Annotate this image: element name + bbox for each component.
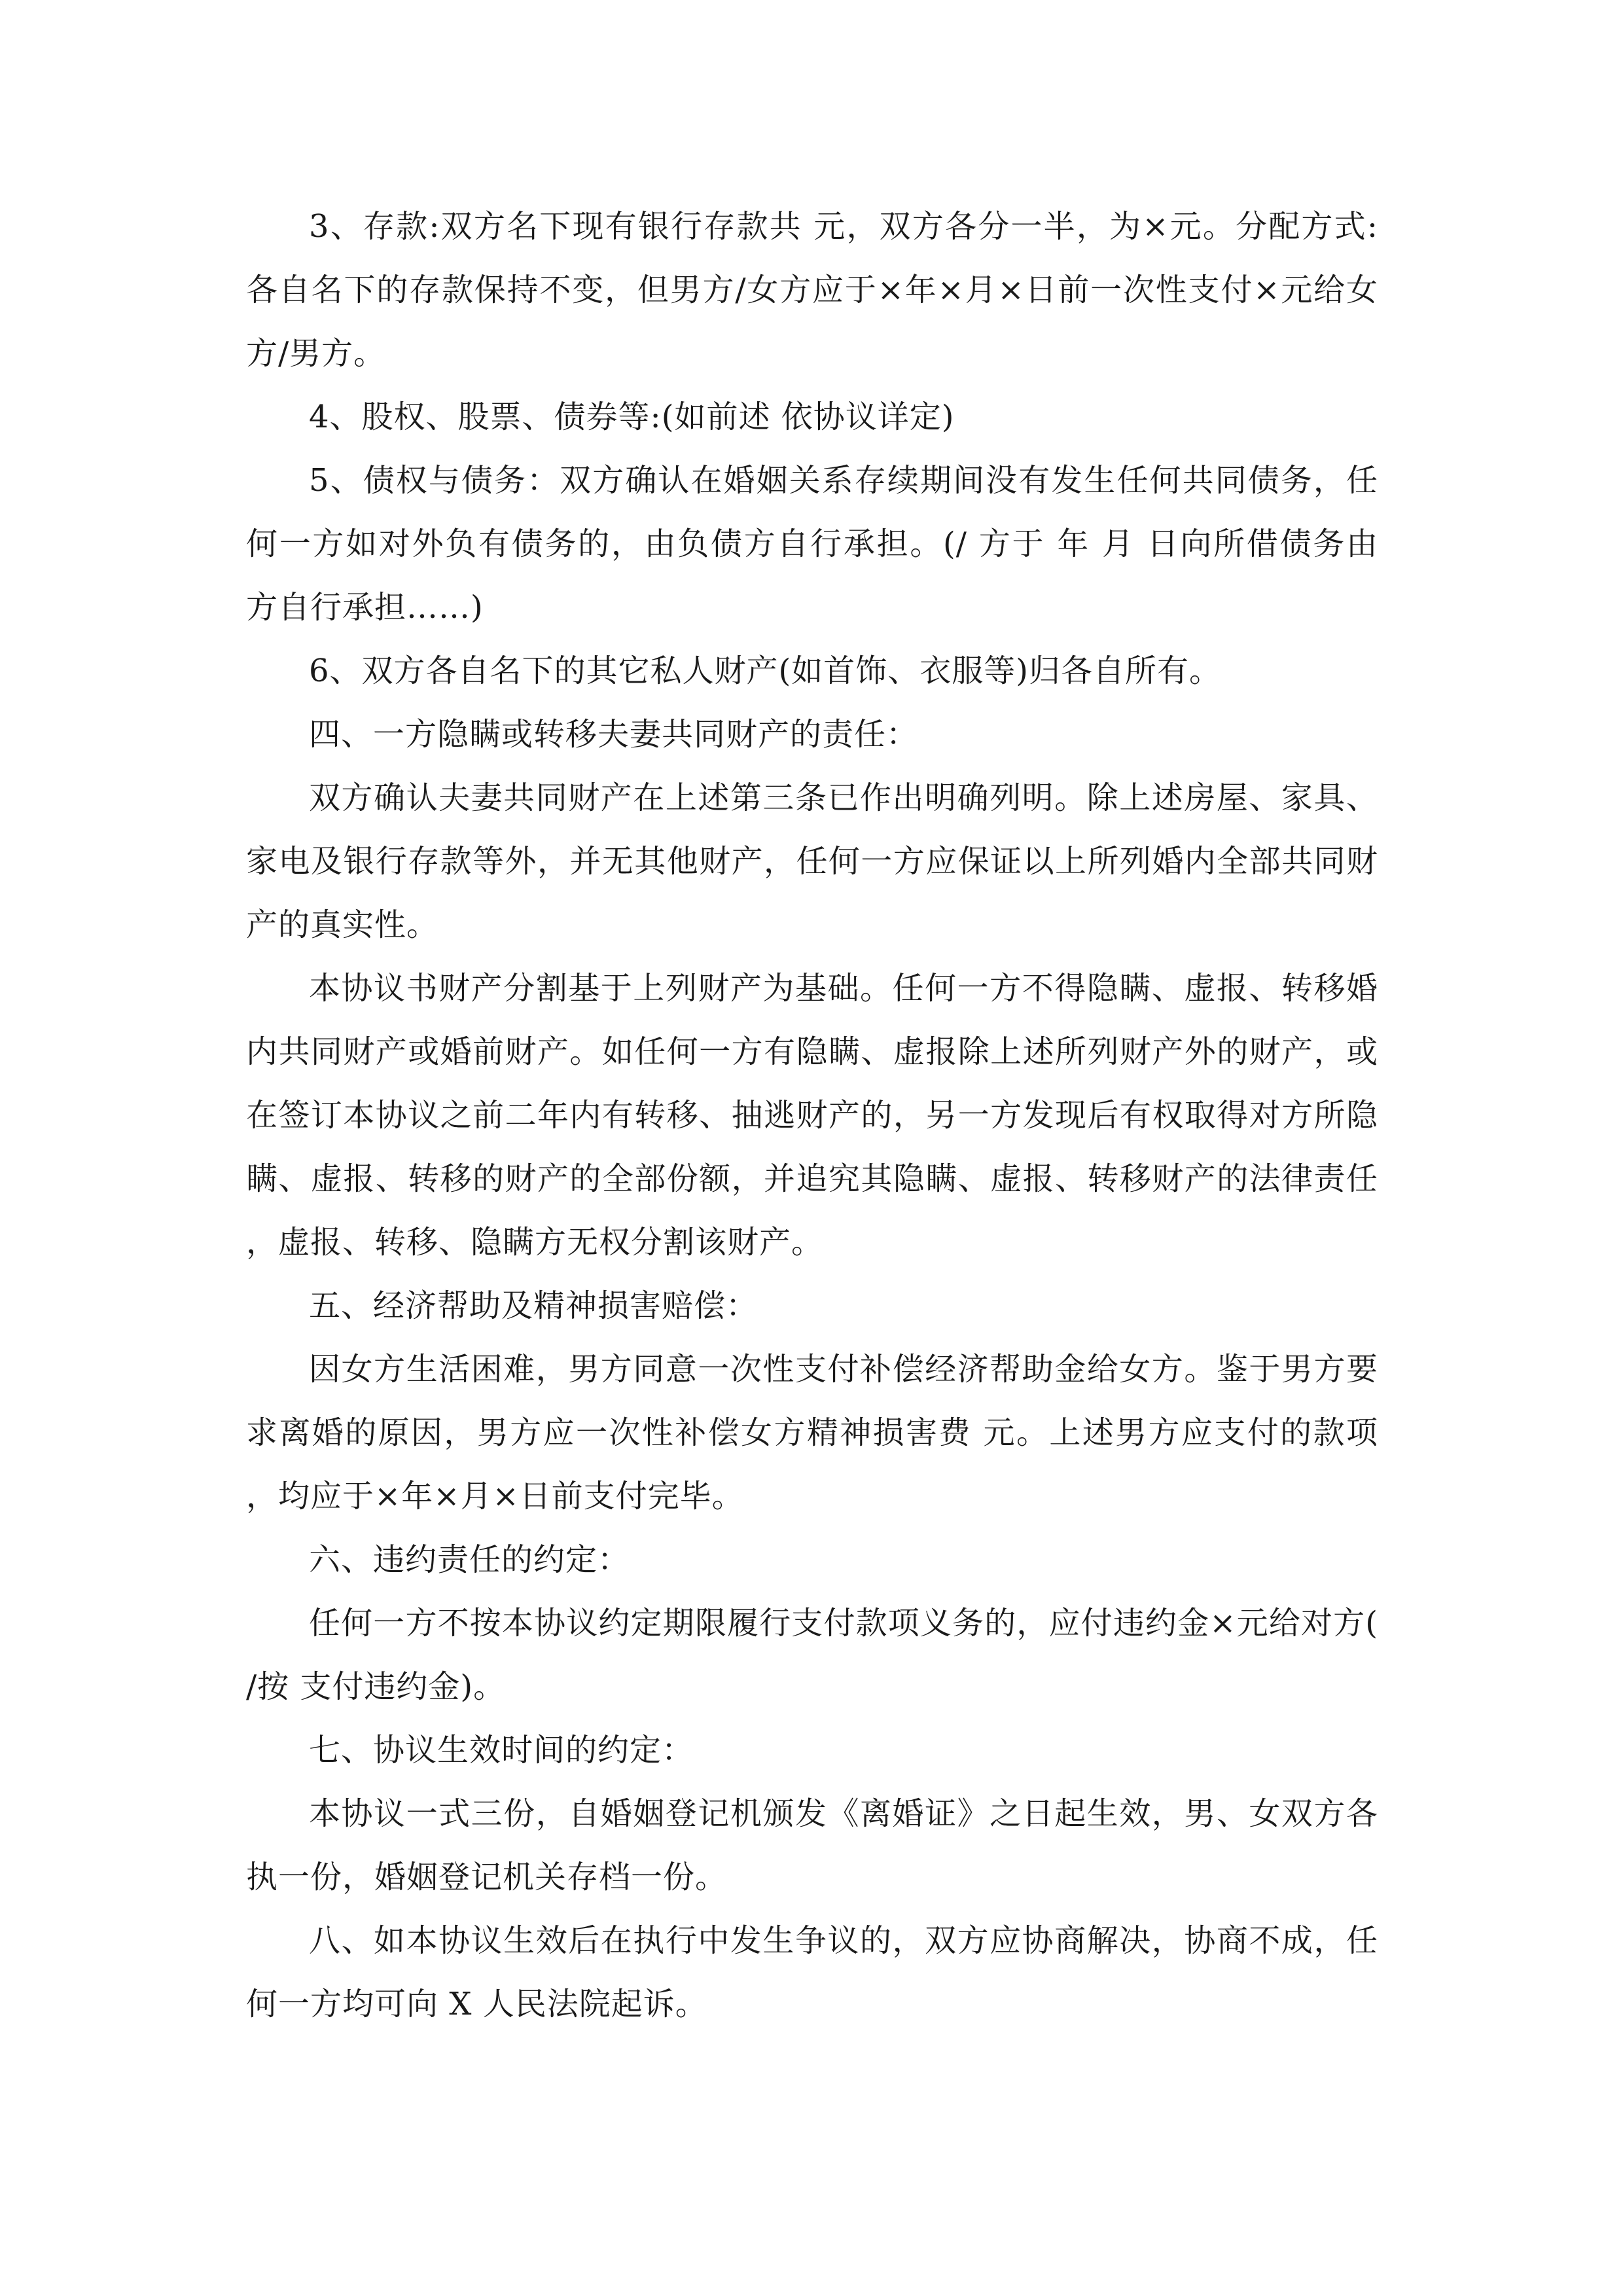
paragraph-dispute-resolution: 八、如本协议生效后在执行中发生争议的，双方应协商解决，协商不成，任何一方均可向 X 人民法院起诉。 <box>246 1922 1378 2022</box>
heading-section-four: 四、一方隐瞒或转移夫妻共同财产的责任： <box>309 716 919 753</box>
heading-section-seven: 七、协议生效时间的约定： <box>309 1732 694 1768</box>
heading-section-five: 五、经济帮助及精神损害赔偿： <box>309 1287 758 1324</box>
paragraph-debts: 5、债权与债务：双方确认在婚姻关系存续期间没有发生任何共同债务，任何一方如对外负有债务的，由负债方自行承担。(/ 方于 年 月 日向所借债务由 方自行承担……) <box>246 462 1378 626</box>
heading-section-six: 六、违约责任的约定： <box>309 1541 630 1578</box>
paragraph-breach-liability: 任何一方不按本协议约定期限履行支付款项义务的，应付违约金×元给对方(/按 支付违约金)。 <box>246 1605 1378 1705</box>
paragraph-concealment-liability: 本协议书财产分割基于上列财产为基础。任何一方不得隐瞒、虚报、转移婚内共同财产或婚前财产。如任何一方有隐瞒、虚报除上述所列财产外的财产，或在签订本协议之前二年内有转移、抽逃财产的，另一方发现后有权取得对方所隐瞒、虚报、转移的财产的全部份额，并追究其隐瞒、虚报、转移财产的法律责任，虚报、转移、隐瞒方无权分割该财产。 <box>246 970 1378 1261</box>
paragraph-deposits: 3、存款:双方名下现有银行存款共 元，双方各分一半，为×元。分配方式:各自名下的存款保持不变，但男方/女方应于×年×月×日前一次性支付×元给女方/男方。 <box>246 208 1378 372</box>
paragraph-economic-assistance: 因女方生活困难，男方同意一次性支付补偿经济帮助金给女方。鉴于男方要求离婚的原因，男方应一次性补偿女方精神损害费 元。上述男方应支付的款项，均应于×年×月×日前支付完毕。 <box>246 1351 1378 1515</box>
paragraph-effective-time: 本协议一式三份，自婚姻登记机颁发《离婚证》之日起生效，男、女双方各执一份，婚姻登记机关存档一份。 <box>246 1795 1378 1895</box>
paragraph-equity-stocks: 4、股权、股票、债券等:(如前述 依协议详定) <box>309 399 955 435</box>
document-body <box>246 195 1378 2036</box>
paragraph-personal-property: 6、双方各自名下的其它私人财产(如首饰、衣服等)归各自所有。 <box>309 653 1221 689</box>
paragraph-joint-property-confirmation: 双方确认夫妻共同财产在上述第三条已作出明确列明。除上述房屋、家具、家电及银行存款等外，并无其他财产，任何一方应保证以上所列婚内全部共同财产的真实性。 <box>246 780 1378 943</box>
